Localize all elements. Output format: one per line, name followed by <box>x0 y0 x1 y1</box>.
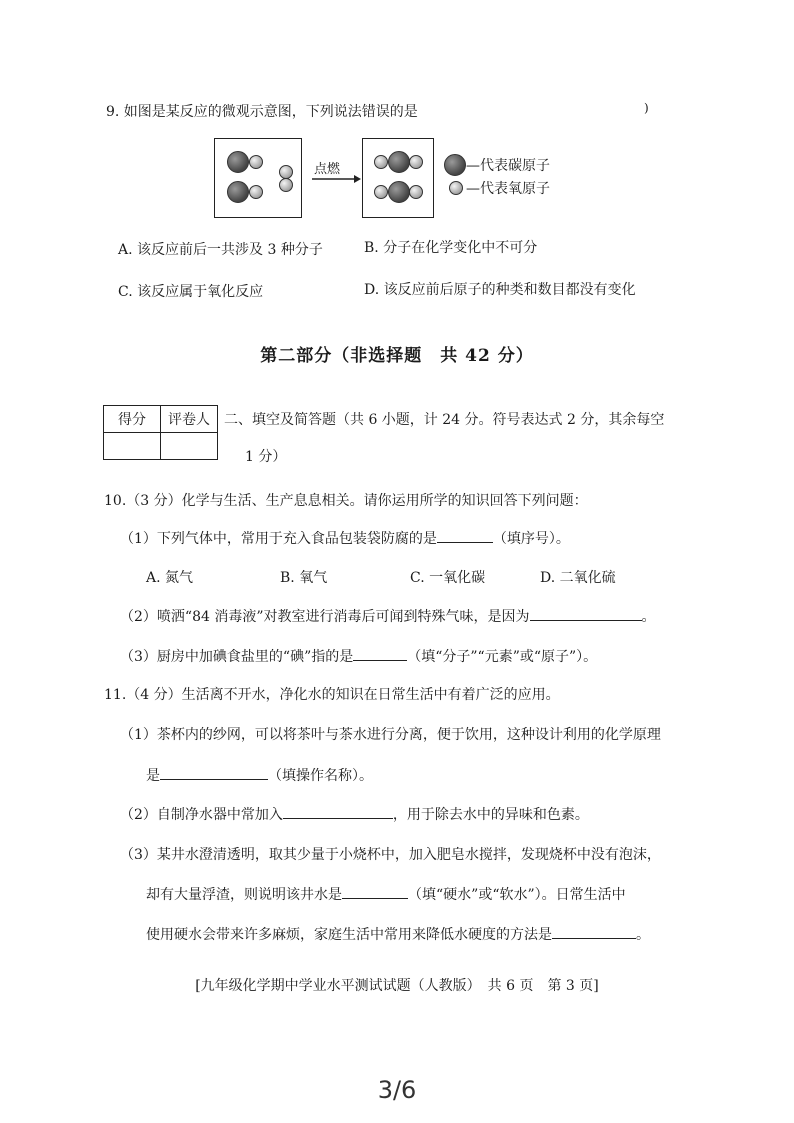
q9-option-c: C. 该反应属于氧化反应 <box>118 284 264 300</box>
oxygen-atom <box>409 185 423 199</box>
score-cell <box>104 433 161 460</box>
q10-sub1: （1）下列气体中，常用于充入食品包装袋防腐的是 （填序号）。 <box>120 531 570 547</box>
ignition-label: 点燃 <box>314 162 341 177</box>
legend-carbon-label: —代表碳原子 <box>466 158 550 174</box>
legend-oxygen-icon <box>449 181 463 195</box>
part-two-title: 第二部分（非选择题 共 42 分） <box>260 346 534 366</box>
reactants-box <box>214 138 302 218</box>
reaction-arrow-icon <box>310 174 362 184</box>
section-two-heading: 二、填空及简答题（共 6 小题，计 24 分。符号表达式 2 分，其余每空 <box>224 412 665 428</box>
page-footer: [九年级化学期中学业水平测试试题（人教版） 共 6 页 第 3 页] <box>195 978 599 994</box>
section-two-heading-cont: 1 分） <box>245 449 287 465</box>
oxygen-atom <box>374 155 388 169</box>
legend-carbon-icon <box>444 154 466 176</box>
q10-option-b: B. 氧气 <box>280 570 328 586</box>
q11-sub1-line1: （1）茶杯内的纱网，可以将茶叶与茶水进行分离，便于饮用，这种设计利用的化学原理 <box>120 727 661 743</box>
q11-sub1-line2: 是 （填操作名称）。 <box>146 768 373 784</box>
q11-sub3-blank2[interactable] <box>552 937 636 939</box>
q10-option-d: D. 二氧化硫 <box>540 570 616 586</box>
oxygen-atom <box>409 155 423 169</box>
oxygen-atom <box>249 185 263 199</box>
q11-sub3-line2: 却有大量浮渣，则说明该井水是 （填“硬水”或“软水”）。日常生活中 <box>146 887 626 903</box>
q10-option-c: C. 一氧化碳 <box>410 570 486 586</box>
q11-sub2-blank[interactable] <box>283 817 393 819</box>
grader-header: 评卷人 <box>161 406 218 433</box>
q9-option-a: A. 该反应前后一共涉及 3 种分子 <box>118 242 323 258</box>
q10-sub1-blank[interactable] <box>437 541 493 543</box>
q10-stem: 10.（3 分）化学与生活、生产息息相关。请你运用所学的知识回答下列问题： <box>104 493 588 509</box>
oxygen-atom <box>279 178 293 192</box>
products-box <box>362 138 434 218</box>
q11-stem: 11.（4 分）生活离不开水，净化水的知识在日常生活中有着广泛的应用。 <box>104 687 560 703</box>
carbon-atom <box>388 151 410 173</box>
oxygen-atom <box>374 185 388 199</box>
carbon-atom <box>388 181 410 203</box>
grader-cell <box>161 433 218 460</box>
q9-answer-paren: ) <box>644 101 649 115</box>
q10-sub3-blank[interactable] <box>353 659 407 661</box>
q11-sub2: （2）自制净水器中常加入 ，用于除去水中的异味和色素。 <box>120 807 589 823</box>
score-table <box>103 405 218 460</box>
carbon-atom <box>227 151 249 173</box>
q9-option-b: B. 分子在化学变化中不可分 <box>364 240 538 256</box>
page-indicator: 3/6 <box>377 1076 417 1104</box>
q11-sub3-line3: 使用硬水会带来许多麻烦，家庭生活中常用来降低水硬度的方法是 。 <box>146 927 650 943</box>
q10-option-a: A. 氮气 <box>146 570 194 586</box>
q11-sub1-blank[interactable] <box>160 778 268 780</box>
q10-sub2: （2）喷洒“84 消毒液”对教室进行消毒后可闻到特殊气味，是因为 。 <box>120 609 656 625</box>
q9-option-d: D. 该反应前后原子的种类和数目都没有变化 <box>364 282 636 298</box>
q11-sub3-blank1[interactable] <box>342 897 408 899</box>
score-header: 得分 <box>104 406 161 433</box>
q11-sub3-line1: （3）某井水澄清透明，取其少量于小烧杯中，加入肥皂水搅拌，发现烧杯中没有泡沫， <box>120 847 661 863</box>
q9-stem: 9. 如图是某反应的微观示意图，下列说法错误的是 <box>106 104 418 120</box>
q10-sub3: （3）厨房中加碘食盐里的“碘”指的是 （填“分子”“元素”或“原子”）。 <box>120 649 598 665</box>
q10-sub2-blank[interactable] <box>530 619 642 621</box>
legend-oxygen-label: —代表氧原子 <box>466 181 550 197</box>
oxygen-atom <box>279 165 293 179</box>
oxygen-atom <box>249 155 263 169</box>
carbon-atom <box>227 181 249 203</box>
